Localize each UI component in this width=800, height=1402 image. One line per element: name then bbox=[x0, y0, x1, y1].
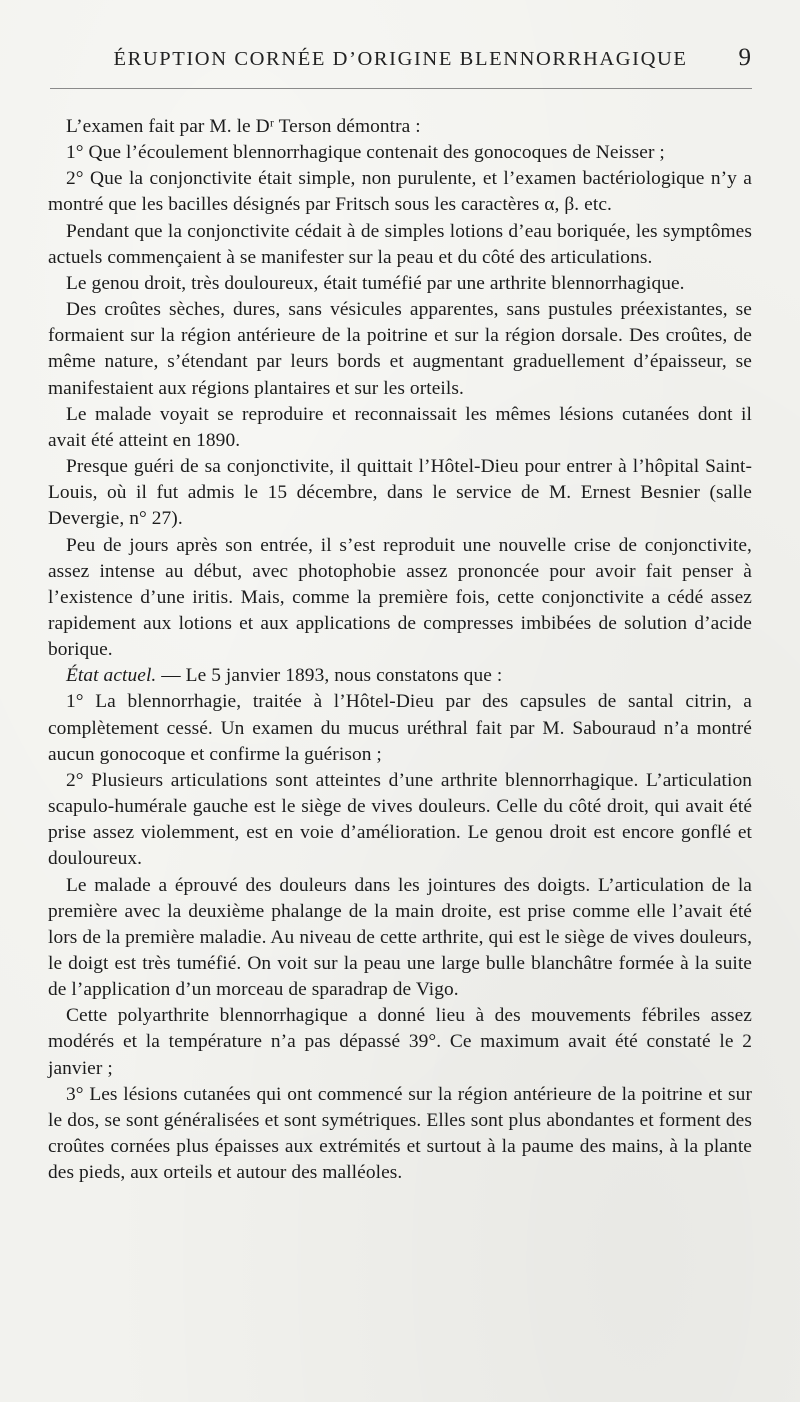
paragraph: Peu de jours après son entrée, il s’est reproduit une nouvelle crise de conjonctivite, assez intense au début, avec photophobie assez prononcée pour avoir fait penser à l’existence d’une iritis. Mais, comme la première fois, cette conjonctivite a cédé assez rapidement aux lotions et aux applications de compresses imbibées de solution d’acide borique. bbox=[48, 534, 752, 661]
paragraph: 1° La blennorrhagie, traitée à l’Hôtel-Dieu par des capsules de santal citrin, a complètement cessé. Un examen du mucus uréthral fait par M. Sabouraud n’a montré aucun gonocoque et confirme la guérison ; bbox=[48, 691, 752, 765]
paragraph: Le malade voyait se reproduire et reconnaissait les mêmes lésions cutanées dont il avait été atteint en 1890. bbox=[48, 403, 752, 451]
paragraph: 2° Que la conjonctivite était simple, non purulente, et l’examen bactériologique n’y a montré que les bacilles désignés par Fritsch sous les caractères α, β. etc. bbox=[48, 168, 752, 216]
header-rule bbox=[50, 88, 752, 89]
etat-actuel-text: — Le 5 janvier 1893, nous constatons que : bbox=[156, 665, 503, 687]
paragraph: 3° Les lésions cutanées qui ont commencé sur la région antérieure de la poitrine et sur le dos, se sont généralisées et sont symétriques. Elles sont plus abondantes et forment des croûtes cornées plus épaisses aux extrémités et surtout à la paume des mains, à la plante des pieds, aux orteils et autour des malléoles. bbox=[48, 1083, 752, 1184]
etat-actuel-label: État actuel. bbox=[66, 665, 157, 687]
paragraph: 2° Plusieurs articulations sont atteintes d’une arthrite blennorrhagique. L’articulation scapulo-humérale gauche est le siège de vives douleurs. Celle du côté droit, qui avait été prise assez violemment, est en voie d’amélioration. Le genou droit est encore gonflé et douloureux. bbox=[48, 769, 752, 870]
page-header bbox=[48, 44, 753, 74]
paragraph: Le genou droit, très douloureux, était tuméfié par une arthrite blennorrhagique. bbox=[66, 272, 685, 294]
paragraph: 1° Que l’écoulement blennorrhagique contenait des gonocoques de Neisser ; bbox=[66, 142, 665, 164]
paragraph: Le malade a éprouvé des douleurs dans les jointures des doigts. L’articulation de la première avec la deuxième phalange de la main droite, est prise comme elle l’avait été lors de la première maladie. Au niveau de cette arthrite, qui est le siège de vives douleurs, le doigt est très tuméfié. On voit sur la peau une large bulle blanchâtre formée à la suite de l’application d’un morceau de sparadrap de Vigo. bbox=[48, 874, 752, 1001]
paragraph: Presque guéri de sa conjonctivite, il quittait l’Hôtel-Dieu pour entrer à l’hôpital Saint-Louis, où il fut admis le 15 décembre, dans le service de M. Ernest Besnier (salle Devergie, n° 27). bbox=[48, 456, 752, 530]
page-number: 9 bbox=[738, 44, 751, 71]
paragraph: L’examen fait par M. le Dʳ Terson démontra : bbox=[66, 116, 421, 137]
paragraph: Des croûtes sèches, dures, sans vésicules apparentes, sans pustules préexistantes, se formaient sur la région antérieure de la poitrine et sur la région dorsale. Des croûtes, de même nature, s’étendant par leurs bords et augmentant graduellement d’épaisseur, se manifestaient aux régions plantaires et sur les orteils. bbox=[48, 299, 752, 399]
paragraph: Pendant que la conjonctivite cédait à de simples lotions d’eau boriquée, les symptômes actuels commençaient à se manifester sur la peau et du côté des articulations. bbox=[48, 220, 752, 268]
paragraph: Cette polyarthrite blennorrhagique a donné lieu à des mouvements fébriles assez modérés et la température n’a pas dépassé 39°. Ce maximum avait été constaté le 2 janvier ; bbox=[48, 1005, 752, 1079]
body-text bbox=[48, 114, 752, 1186]
etat-actuel-paragraph bbox=[48, 663, 752, 689]
running-title: ÉRUPTION CORNÉE D’ORIGINE BLENNORRHAGIQUE bbox=[113, 48, 688, 70]
